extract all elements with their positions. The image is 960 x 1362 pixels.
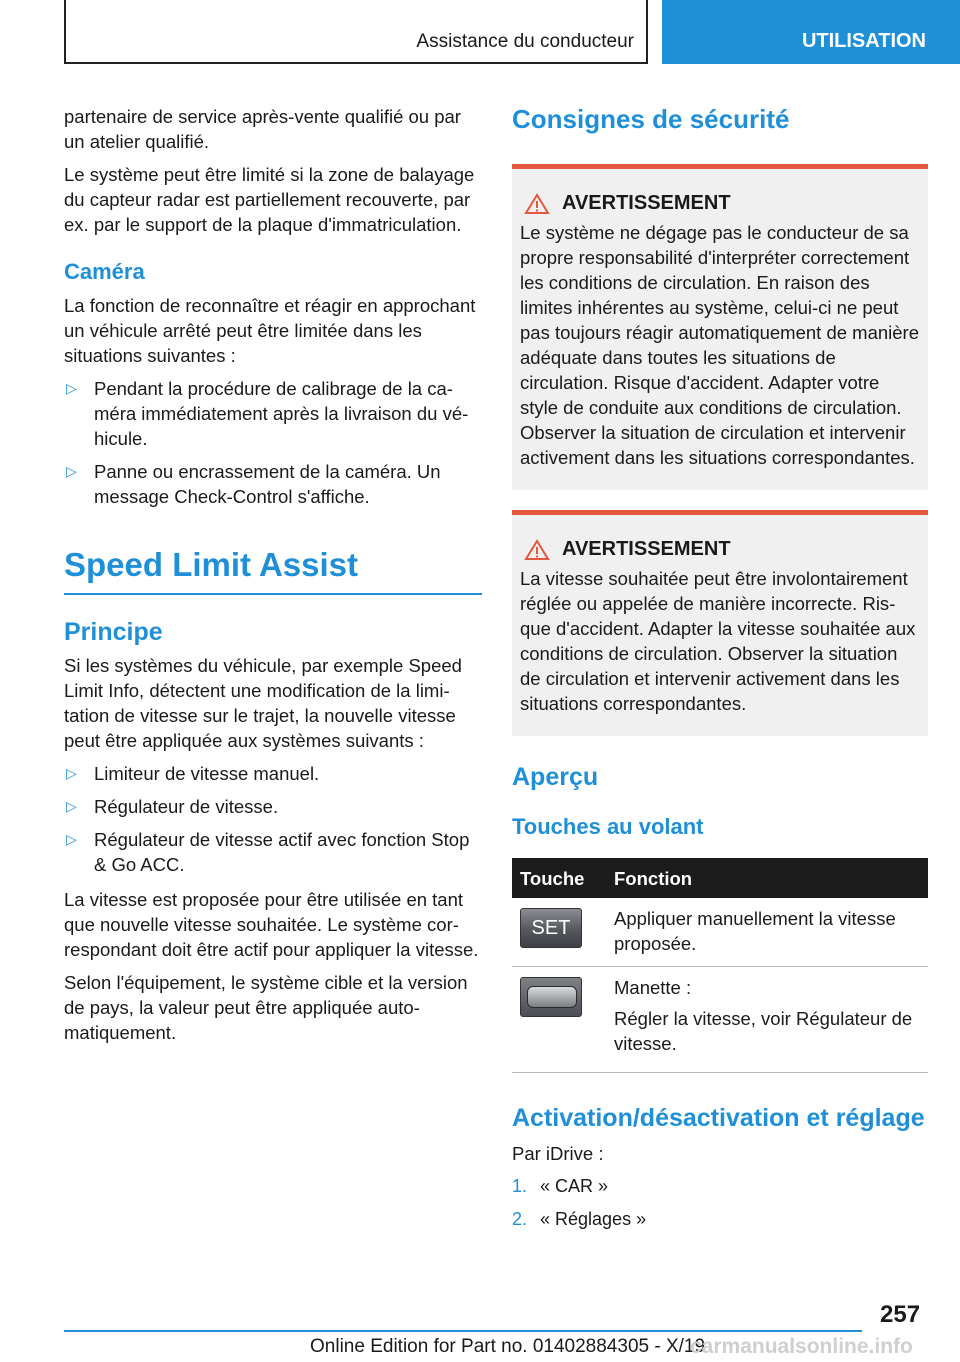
warning-title: AVERTISSEMENT <box>520 191 920 216</box>
header-tab <box>662 0 960 64</box>
paragraph: partenaire de service après-vente qualifié ou par un atelier qualifié. <box>64 106 461 152</box>
paragraph: Selon l'équipement, le système cible et la version de pays, la valeur peut être appliquée automatiquement. <box>64 972 468 1043</box>
left-column <box>64 104 482 1053</box>
table-header-cell: Touche <box>512 858 606 898</box>
triangle-bullet-icon: ▷ <box>66 798 77 814</box>
triangle-bullet-icon: ▷ <box>66 765 77 781</box>
warning-box <box>512 164 928 490</box>
warning-text: Le système ne dégage pas le conducteur de sa propre responsabilité d'interpréter correctement les conditions de circulation. En raison des limites inhérentes au système, celui-ci ne peut pas toujours réagir automatiquement de manière adéquate dans toutes les situations de circulation. Risque d'accident. Adapter votre style de conduite aux conditions de circulation. Observer la situation de circulation et intervenir activement dans les situations correspondantes. <box>520 222 920 468</box>
warning-box <box>512 510 928 736</box>
footer-divider <box>64 1330 862 1332</box>
paragraph: Par iDrive : <box>512 1143 604 1164</box>
section-title: Speed Limit Assist <box>64 545 482 595</box>
header-section-title: Assistance du conducteur <box>416 31 634 52</box>
warning-text: La vitesse souhaitée peut être involontairement réglée ou appelée de manière incorrecte. Risque d'accident. Adapter la vitesse souhaitée aux conditions de circulation. Observer la situation de circulation et intervenir activement dans les situations correspondantes. <box>520 568 916 714</box>
table-cell <box>512 967 606 1073</box>
triangle-bullet-icon: ▷ <box>66 831 77 847</box>
triangle-bullet-icon: ▷ <box>66 463 77 479</box>
steering-keys-table <box>512 858 928 1073</box>
camera-list <box>64 376 482 509</box>
table-header-cell: Fonction <box>606 858 928 898</box>
paragraph: La vitesse est proposée pour être utilisée en tant que nouvelle vitesse souhaitée. Le système correspondant doit être actif pour appliquer la vitesse. <box>64 889 479 960</box>
page-number: 257 <box>880 1301 921 1328</box>
table-cell <box>512 898 606 967</box>
list-item: 2. « Réglages » <box>512 1209 647 1229</box>
list-item: ▷ Panne ou encrassement de la caméra. Un message Check-Control s'affiche. <box>66 461 441 507</box>
list-item: ▷ Régulateur de vitesse. <box>66 796 279 817</box>
watermark: carmanualsonline.info <box>690 1335 913 1358</box>
list-item: 1. « CAR » <box>512 1176 609 1196</box>
list-item: ▷ Pendant la procédure de calibrage de la caméra immédiatement après la livraison du véhicule. <box>66 378 469 449</box>
table-cell: Appliquer manuellement la vitesse proposée. <box>606 898 928 967</box>
edition-text: Online Edition for Part no. 01402884305 - X/19 <box>310 1336 706 1357</box>
list-item: ▷ Régulateur de vitesse actif avec fonction Stop & Go ACC. <box>66 829 470 875</box>
right-column <box>512 104 928 1240</box>
paragraph: Si les systèmes du véhicule, par exemple Speed Limit Info, détectent une modification de la limitation de vitesse sur le trajet, la nouvelle vitesse peut être appliquée aux systèmes suivants : <box>64 655 462 751</box>
header-section-box <box>64 0 648 64</box>
paragraph: Le système peut être limité si la zone de balayage du capteur radar est partiellement recouverte, par ex. par le support de la plaque d'immatriculation. <box>64 164 475 235</box>
table-cell: Manette : Régler la vitesse, voir Régulateur de vitesse. <box>606 967 928 1073</box>
table-row <box>512 967 928 1073</box>
apercu-heading: Aperçu <box>512 763 599 791</box>
touches-heading: Touches au volant <box>512 814 704 839</box>
warning-triangle-icon <box>524 193 550 215</box>
triangle-bullet-icon: ▷ <box>66 380 77 396</box>
set-key-icon: SET <box>520 908 582 948</box>
steps-list <box>512 1174 928 1232</box>
list-item: ▷ Limiteur de vitesse manuel. <box>66 763 320 784</box>
safety-heading: Consignes de sécurité <box>512 104 790 134</box>
rocker-switch-icon <box>520 977 582 1017</box>
paragraph: La fonction de reconnaître et réagir en approchant un véhicule arrêté peut être limitée dans les situations suivantes : <box>64 295 476 366</box>
table-header-row <box>512 858 928 898</box>
header-tab-label: UTILISATION <box>801 30 926 52</box>
warning-title: AVERTISSEMENT <box>520 537 920 562</box>
warning-triangle-icon <box>524 539 550 561</box>
table-row <box>512 898 928 967</box>
principe-list <box>64 761 482 877</box>
principe-heading: Principe <box>64 618 163 646</box>
camera-heading: Caméra <box>64 259 145 284</box>
activation-heading: Activation/désactivation et réglage <box>512 1104 925 1132</box>
